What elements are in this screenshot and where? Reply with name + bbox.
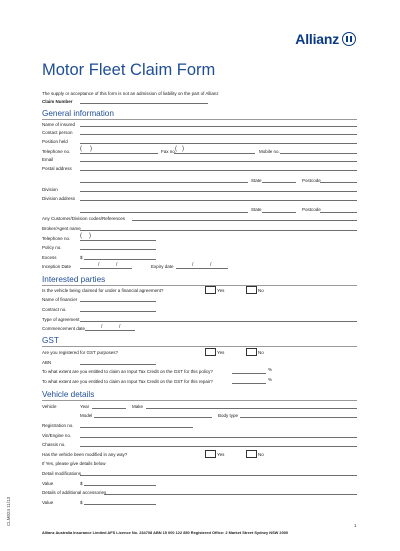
chassis-label: Chassis no.	[42, 442, 66, 447]
date-separator: /	[98, 262, 100, 268]
commencement-label: Commencement date	[42, 326, 86, 331]
excess-dollar: $	[80, 255, 83, 260]
financial-agreement-no-checkbox[interactable]	[246, 286, 257, 294]
modified-yes-checkbox[interactable]	[205, 450, 216, 458]
name-of-insured-label: Name of insured	[42, 122, 76, 127]
area-code-close: )	[90, 146, 92, 152]
broker-label: Broker/Agent name	[42, 226, 81, 231]
policy-label: Policy no.	[42, 245, 62, 250]
gst-registered-question: Are you registered for GST purposes?	[42, 350, 118, 355]
excess-field[interactable]	[84, 259, 156, 260]
itc-policy-field[interactable]	[232, 373, 266, 374]
registration-field[interactable]	[80, 427, 193, 428]
division-state-field[interactable]	[262, 212, 296, 213]
value-dollar: $	[80, 481, 83, 486]
section-divider	[42, 400, 357, 401]
modified-no-checkbox[interactable]	[246, 450, 257, 458]
postal-address-label: Postal address	[42, 166, 72, 171]
telephone-field[interactable]	[80, 153, 158, 154]
year-label: Year	[80, 404, 90, 409]
form-code: CLM024 11/13	[6, 496, 11, 526]
section-gst: GST	[42, 336, 59, 345]
division-address-label: Division address	[42, 196, 76, 201]
modifications-value-field[interactable]	[84, 485, 156, 486]
email-field[interactable]	[80, 161, 357, 162]
name-of-insured-field[interactable]	[80, 126, 357, 127]
fax-code-open: (	[175, 146, 177, 152]
model-label: Model	[80, 413, 93, 418]
position-held-field[interactable]	[80, 143, 357, 144]
percent-sign: %	[268, 367, 273, 372]
claim-number-field[interactable]	[80, 103, 208, 104]
division-address-line-2[interactable]	[80, 212, 248, 213]
vin-field[interactable]	[80, 437, 357, 438]
date-separator: /	[101, 324, 103, 330]
broker-code-close: )	[89, 233, 91, 239]
accessories-label: Details of additional accessories	[42, 490, 107, 495]
excess-label: Excess	[42, 255, 57, 260]
model-field[interactable]	[94, 417, 212, 418]
division-state-label: State	[251, 207, 262, 212]
division-label: Division	[42, 187, 58, 192]
percent-sign: %	[268, 377, 273, 382]
gst-no-checkbox[interactable]	[246, 348, 257, 356]
section-general-information: General information	[42, 109, 114, 118]
division-postcode-label: Postcode	[302, 207, 321, 212]
date-separator: /	[116, 262, 118, 268]
section-divider	[42, 346, 357, 347]
fax-code-close: )	[182, 146, 184, 152]
contract-label: Contract no.	[42, 307, 67, 312]
telephone-label: Telephone no.	[42, 149, 71, 154]
date-separator: /	[119, 324, 121, 330]
expiry-date-field[interactable]	[176, 268, 228, 269]
detail-modifications-field[interactable]	[80, 475, 357, 476]
accessories-field[interactable]	[104, 494, 357, 495]
make-field[interactable]	[146, 408, 357, 409]
broker-field[interactable]	[80, 230, 357, 231]
contact-person-label: Contact person	[42, 130, 73, 135]
section-vehicle-details: Vehicle details	[42, 390, 95, 399]
agreement-type-label: Type of agreement	[42, 317, 80, 322]
state-field[interactable]	[262, 182, 296, 183]
inception-date-field[interactable]	[80, 268, 132, 269]
detail-modifications-label: Detail modifications	[42, 471, 82, 476]
disclaimer-text: The supply or acceptance of this form is not an admission of liability on the part of Allianz	[42, 91, 219, 96]
gst-yes-checkbox[interactable]	[205, 348, 216, 356]
year-field[interactable]	[92, 408, 126, 409]
broker-code-open: (	[80, 233, 82, 239]
section-interested-parties: Interested parties	[42, 275, 106, 284]
contact-person-field[interactable]	[80, 134, 357, 135]
abn-field[interactable]	[80, 364, 156, 365]
inception-label: Inception Date	[42, 264, 72, 269]
vin-label: Vin/Engine no.	[42, 433, 72, 438]
position-held-label: Position held	[42, 139, 68, 144]
itc-repair-field[interactable]	[232, 383, 266, 384]
yes-label: Yes	[217, 288, 225, 293]
allianz-logo	[295, 31, 356, 47]
make-label: Make	[132, 404, 144, 409]
agreement-type-field[interactable]	[80, 321, 357, 322]
modified-question: Has the vehicle been modified in any way?	[42, 452, 128, 457]
chassis-field[interactable]	[80, 446, 357, 447]
yes-label: Yes	[217, 350, 225, 355]
footer-company-text: Allianz Australia Insurance Limited AFS Licence No. 234708 ABN 15 000 122 850 Registered Office: 2 Market Street Sydney NSW 2000	[42, 530, 289, 535]
accessories-value-dollar: $	[80, 500, 83, 505]
postal-address-line-2[interactable]	[80, 182, 248, 183]
yes-label: Yes	[217, 452, 225, 457]
policy-field[interactable]	[80, 249, 156, 250]
division-address-line-1[interactable]	[80, 200, 357, 201]
allianz-eagle-icon	[342, 32, 356, 46]
division-postcode-field[interactable]	[320, 212, 357, 213]
page-title: Motor Fleet Claim Form	[42, 61, 216, 79]
financier-field[interactable]	[80, 301, 156, 302]
broker-telephone-field[interactable]	[80, 240, 156, 241]
itc-policy-question: To what extent are you entitled to claim an Input Tax Credit on the GST for this policy?	[42, 369, 213, 374]
fax-label: Fax no.	[161, 149, 177, 154]
no-label: No	[258, 288, 264, 293]
itc-repair-question: To what extent are you entitled to claim an Input Tax Credit on the GST for this repair?	[42, 379, 213, 384]
fax-field[interactable]	[174, 153, 255, 154]
customer-refs-field[interactable]	[132, 220, 357, 221]
section-divider	[42, 119, 357, 120]
financier-label: Name of financier	[42, 297, 78, 302]
brand-name: Allianz	[295, 31, 339, 47]
date-separator: /	[210, 262, 212, 268]
value-label: Value	[42, 481, 54, 486]
broker-telephone-label: Telephone no.	[42, 236, 71, 241]
mobile-label: Mobile no.	[259, 149, 280, 154]
no-label: No	[258, 452, 264, 457]
no-label: No	[258, 350, 264, 355]
email-label: Email	[42, 157, 54, 162]
body-type-field[interactable]	[240, 417, 357, 418]
accessories-value-field[interactable]	[84, 504, 156, 505]
abn-label: ABN	[42, 360, 52, 365]
division-field[interactable]	[80, 191, 357, 192]
financial-agreement-question: Is the vehicle being claimed for under a financial agreement?	[42, 288, 164, 293]
page-number: 1	[354, 523, 357, 528]
section-divider	[42, 285, 357, 286]
postal-address-line-1[interactable]	[80, 170, 357, 171]
financial-agreement-yes-checkbox[interactable]	[205, 286, 216, 294]
customer-refs-label: Any Customer/Division codes/References	[42, 216, 126, 221]
body-type-label: Body type	[218, 413, 239, 418]
claim-number-label: Claim Number	[42, 99, 73, 104]
contract-field[interactable]	[80, 311, 156, 312]
area-code-open: (	[80, 146, 82, 152]
if-yes-instruction: If Yes, please give details below	[42, 461, 106, 466]
state-label: State	[251, 178, 262, 183]
mobile-field[interactable]	[280, 153, 357, 154]
postcode-field[interactable]	[320, 182, 357, 183]
accessories-value-label: Value	[42, 500, 54, 505]
date-separator: /	[192, 262, 194, 268]
commencement-date-field[interactable]	[85, 330, 135, 331]
registration-label: Registration no.	[42, 423, 74, 428]
postcode-label: Postcode	[302, 178, 321, 183]
expiry-label: Expiry date	[151, 264, 174, 269]
vehicle-label: Vehicle	[42, 404, 57, 409]
